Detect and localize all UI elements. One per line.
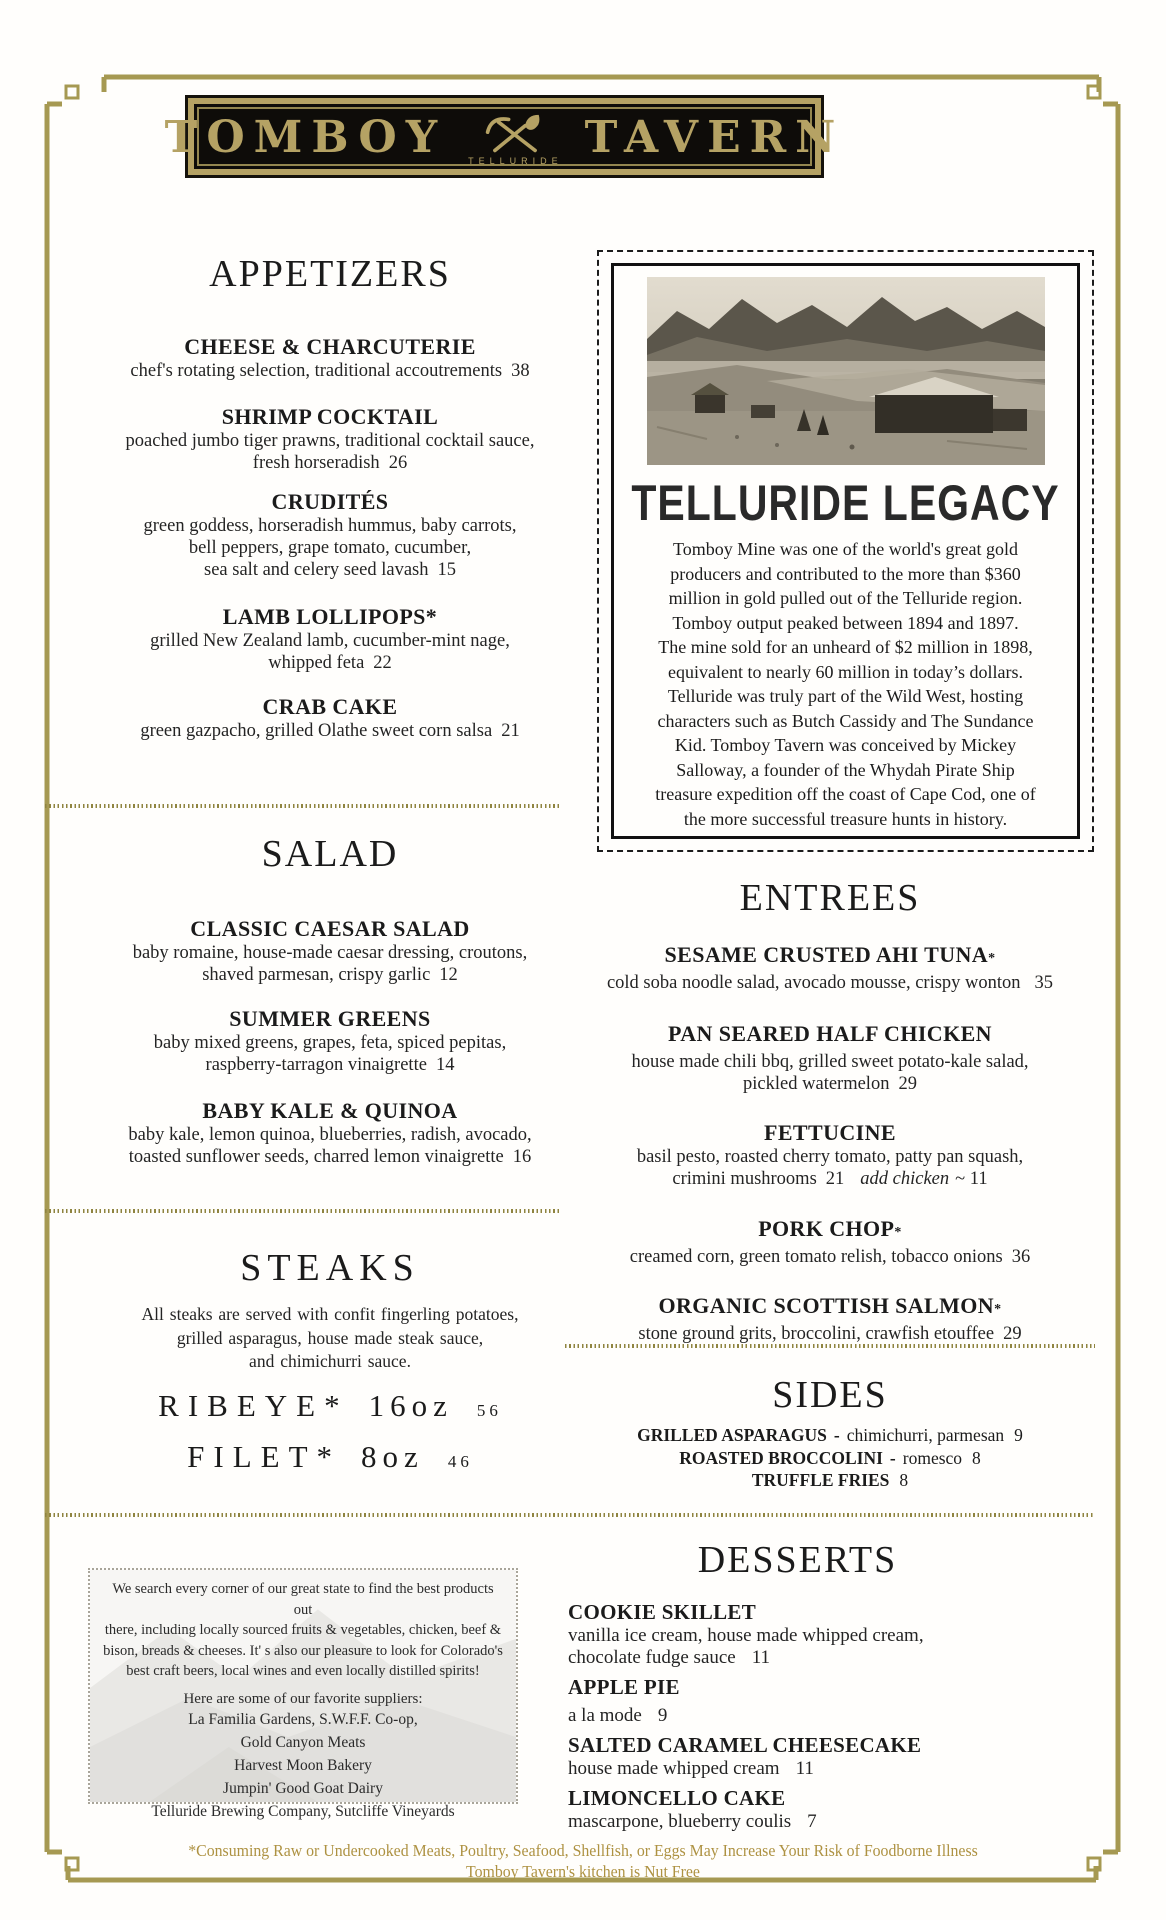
menu-item <box>60 1383 600 1434</box>
item-name: PAN SEARED HALF CHICKEN <box>668 1021 992 1046</box>
item-price: 29 <box>898 1074 917 1094</box>
item-price: 36 <box>1011 1247 1031 1267</box>
item-price: 21 <box>501 721 520 741</box>
menu-item: SUMMER GREENS baby mixed greens, grapes, feta, spiced pepitas, raspberry-tarragon vinaigrette 14 <box>60 1006 600 1076</box>
item-name: FILET* <box>187 1438 342 1474</box>
item-name: LIMONCELLO CAKE <box>568 1786 786 1810</box>
item-price: 9 <box>1014 1425 1023 1445</box>
suppliers-box <box>88 1568 518 1820</box>
section-desserts <box>565 1538 1030 1833</box>
item-addon: add chicken <box>860 1169 950 1189</box>
item-size: 8oz <box>361 1438 424 1474</box>
menu-item: GRILLED ASPARAGUS - chimichurri, parmesan 9 <box>637 1425 1023 1445</box>
item-name: PORK CHOP* <box>758 1216 902 1241</box>
menu-item: PAN SEARED HALF CHICKEN house made chili bbq, grilled sweet potato-kale salad, pickled watermelon 29 <box>565 1021 1095 1095</box>
menu-item <box>60 1434 600 1485</box>
item-name: BABY KALE & QUINOA <box>202 1098 458 1123</box>
footer-disclaimer-line1: *Consuming Raw or Undercooked Meats, Poultry, Seafood, Shellfish, or Eggs May Increase Your Risk of Foodborne Illness <box>188 1841 978 1860</box>
steaks-note: All steaks are served with confit fingerling potatoes, grilled asparagus, house made steak sauce, and chimichurri sauce. <box>141 1304 519 1371</box>
menu-item <box>60 334 600 382</box>
item-name: RIBEYE* <box>158 1387 349 1423</box>
logo-word-tavern: TAVERN <box>584 111 845 163</box>
item-price: 8 <box>972 1447 981 1468</box>
item-name: CHEESE & CHARCUTERIE <box>184 334 476 359</box>
item-name: APPLE PIE <box>568 1675 680 1699</box>
menu-item: APPLE PIE a la mode 9 <box>565 1675 1030 1727</box>
crossed-pick-and-shovel-icon <box>479 113 551 155</box>
item-name: SHRIMP COCKTAIL <box>221 404 439 429</box>
logo-subtitle: TELLURIDE <box>468 156 563 166</box>
menu-item: FETTUCINE basil pesto, roasted cherry tomato, patty pan squash, crimini mushrooms 21 add chicken ~ 11 <box>565 1120 1095 1190</box>
item-name: SUMMER GREENS <box>229 1006 431 1031</box>
historic-mine-photo <box>647 277 1045 465</box>
suppliers-list: La Familia Gardens, S.W.F.F. Co-op, Gold Canyon Meats Harvest Moon Bakery Jumpin' Good Goat Dairy Telluride Brewing Company, Sutcliffe Vineyards <box>151 1710 455 1820</box>
menu-item: PORK CHOP* creamed corn, green tomato relish, tobacco onions 36 <box>565 1216 1095 1268</box>
section-title: SIDES <box>772 1374 888 1416</box>
item-name: CRAB CAKE <box>262 694 398 719</box>
menu-item: SHRIMP COCKTAIL poached jumbo tiger prawns, traditional cocktail sauce, fresh horseradish 26 <box>60 404 600 474</box>
item-size: 16oz <box>368 1387 453 1423</box>
item-name: COOKIE SKILLET <box>568 1600 757 1624</box>
menu-item: CRAB CAKE green gazpacho, grilled Olathe sweet corn salsa 21 <box>60 694 600 742</box>
item-price: 26 <box>388 453 408 473</box>
legacy-title: TELLURIDE LEGACY <box>631 474 1060 532</box>
item-price: 9 <box>657 1705 668 1726</box>
section-steaks <box>60 1246 600 1485</box>
item-price: 16 <box>512 1147 532 1167</box>
item-name: SALTED CARAMEL CHEESECAKE <box>568 1733 922 1757</box>
menu-item: SALTED CARAMEL CHEESECAKE house made whipped cream 11 <box>565 1733 1030 1780</box>
section-entrees <box>565 876 1095 1345</box>
divider-dotted <box>565 1344 1095 1348</box>
item-price: 22 <box>373 653 392 673</box>
section-title: SALAD <box>261 833 399 875</box>
legacy-box <box>597 250 1094 852</box>
menu-item: LAMB LOLLIPOPS* grilled New Zealand lamb, cucumber-mint nage, whipped feta 22 <box>60 604 600 674</box>
menu-item: ROASTED BROCCOLINI - romesco 8 <box>679 1447 981 1468</box>
menu-item: TRUFFLE FRIES 8 <box>751 1470 909 1490</box>
item-price: 29 <box>1003 1324 1022 1344</box>
item-price: 38 <box>511 361 530 381</box>
item-price: 11 <box>751 1647 771 1668</box>
menu-item: CLASSIC CAESAR SALAD baby romaine, house-made caesar dressing, croutons, shaved parmesan, crispy garlic 12 <box>60 916 600 986</box>
item-name: LAMB LOLLIPOPS* <box>222 604 438 629</box>
menu-item: BABY KALE & QUINOA baby kale, lemon quinoa, blueberries, radish, avocado, toasted sunflower seeds, charred lemon vinaigrette 16 <box>60 1098 600 1168</box>
item-price: 56 <box>476 1400 502 1420</box>
menu-item: LIMONCELLO CAKE mascarpone, blueberry coulis 7 <box>565 1786 1030 1833</box>
suppliers-intro: Here are some of our favorite suppliers: <box>183 1690 423 1707</box>
legacy-paragraph: Tomboy Mine was one of the world's great gold producers and contributed to the more than $360 million in gold pulled out of the Telluride region. Tomboy output peaked between 1894 and 1897. The mine sold for an unheard of $2 million in 1898, equivalent to nearly 60 million in today’s dollars. Telluride was truly part of the Wild West, hosting characters such as Butch Cassidy and The Sundance Kid. Tomboy Tavern was conceived by Mickey Salloway, a founder of the Whydah Pirate Ship treasure expedition off the coast of Cape Cod, one of the more successful treasure hunts in history. <box>655 539 1036 829</box>
item-price: 11 <box>795 1758 814 1779</box>
item-price: 21 <box>825 1169 845 1189</box>
divider-dotted <box>45 804 560 808</box>
menu-item: SESAME CRUSTED AHI TUNA* cold soba noodle salad, avocado mousse, crispy wonton 35 <box>565 942 1095 994</box>
menu-item: CRUDITÉS green goddess, horseradish hummus, baby carrots, bell peppers, grape tomato, cucumber, sea salt and celery seed lavash 15 <box>60 489 600 581</box>
logo-word-tomboy: TOMBOY <box>164 111 447 163</box>
item-price: 12 <box>439 965 458 985</box>
item-name: FETTUCINE <box>764 1120 896 1145</box>
section-title: APPETIZERS <box>209 253 451 295</box>
item-name: CLASSIC CAESAR SALAD <box>190 916 470 941</box>
section-salad <box>60 832 600 1168</box>
section-sides <box>565 1373 1095 1492</box>
menu-item: COOKIE SKILLET vanilla ice cream, house made whipped cream, chocolate fudge sauce 11 <box>565 1600 1030 1669</box>
suppliers-paragraph: We search every corner of our great state to find the best products out there, including locally sourced fruits & vegetables, chicken, beef & bison, breads & cheeses. It' s also our pleasure to look for Colorado's best craft beers, local wines and even locally distilled spirits! <box>103 1581 503 1679</box>
footer-disclaimer-line2: Tomboy Tavern's kitchen is Nut Free <box>466 1862 700 1881</box>
logo-banner <box>164 95 845 178</box>
item-name: CRUDITÉS <box>271 489 389 514</box>
menu-item: ORGANIC SCOTTISH SALMON* stone ground grits, broccolini, crawfish etouffee 29 <box>565 1293 1095 1345</box>
section-title: STEAKS <box>240 1247 420 1289</box>
item-price: 35 <box>1034 973 1054 993</box>
section-title: ENTREES <box>739 877 921 919</box>
item-name: ORGANIC SCOTTISH SALMON* <box>658 1293 1002 1318</box>
item-name: SESAME CRUSTED AHI TUNA* <box>664 942 996 967</box>
item-price: 46 <box>447 1451 473 1471</box>
section-appetizers <box>60 252 600 742</box>
item-price: 8 <box>899 1470 909 1490</box>
item-price: 15 <box>437 560 456 580</box>
item-price: 14 <box>435 1055 455 1075</box>
item-price: 7 <box>807 1811 817 1832</box>
divider-dotted <box>45 1209 560 1213</box>
section-title: DESSERTS <box>697 1539 898 1581</box>
footer-disclaimer <box>0 1840 1166 1882</box>
item-desc: chef's rotating selection, traditional accoutrements 38 <box>130 361 530 381</box>
divider-dotted <box>45 1513 1095 1517</box>
